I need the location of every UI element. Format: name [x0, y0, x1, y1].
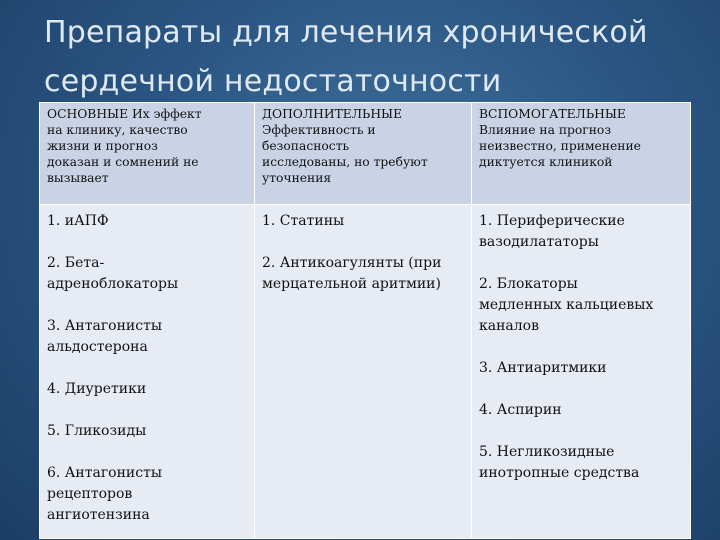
- list-item-text: 2. Антикоагулянты (при: [262, 255, 442, 271]
- list-item: [262, 253, 465, 295]
- slide-title-line-2: сердечной недостаточности: [44, 64, 502, 99]
- list-item-text: 1. Периферические: [479, 213, 625, 229]
- list-item: [47, 211, 248, 232]
- list-item-text: 5. Гликозиды: [47, 423, 147, 439]
- header-additional-line: уточнения: [262, 171, 332, 185]
- header-additional-line: Эффективность и: [262, 123, 376, 137]
- header-cell-additional: [255, 103, 472, 205]
- list-item-text: 5. Негликозидные: [479, 444, 615, 460]
- list-item-text: 1. иАПФ: [47, 213, 109, 229]
- header-auxiliary-line: Влияние на прогноз: [479, 123, 612, 137]
- header-main-line: на клинику, качество: [47, 123, 188, 137]
- list-item: [47, 379, 248, 400]
- header-auxiliary-line: диктуется клиникой: [479, 155, 613, 169]
- list-item: [47, 253, 248, 295]
- list-item-text: альдостерона: [47, 339, 148, 355]
- drug-classification-table: [39, 102, 691, 539]
- list-item-text: 3. Антиаритмики: [479, 360, 607, 376]
- body-cell-additional: [255, 205, 472, 539]
- list-item: [479, 274, 684, 337]
- list-item: [262, 211, 465, 232]
- list-item: [479, 358, 684, 379]
- header-cell-main: [40, 103, 255, 205]
- list-item-text: рецепторов: [47, 486, 133, 502]
- list-item: [479, 442, 684, 484]
- header-cell-auxiliary: [472, 103, 691, 205]
- body-cell-main: [40, 205, 255, 539]
- header-main-line: доказан и сомнений не: [47, 155, 199, 169]
- list-item: [47, 316, 248, 358]
- list-item: [47, 463, 248, 526]
- slide-title-line-1: Препараты для лечения хронической: [44, 15, 648, 50]
- list-item-text: инотропные средства: [479, 465, 640, 481]
- list-item-text: 6. Антагонисты: [47, 465, 162, 481]
- header-additional-line: безопасность: [262, 139, 350, 153]
- header-main-line: ОСНОВНЫЕ Их эффект: [47, 107, 202, 121]
- list-item-text: 2. Блокаторы: [479, 276, 578, 292]
- table-header-row: [40, 103, 691, 205]
- header-main-line: вызывает: [47, 171, 109, 185]
- list-item-text: вазодилататоры: [479, 234, 599, 250]
- list-item-text: 4. Диуретики: [47, 381, 147, 397]
- list-item-text: мерцательной аритмии): [262, 276, 441, 292]
- list-item: [47, 421, 248, 442]
- body-cell-auxiliary: [472, 205, 691, 539]
- slide-title: [44, 8, 704, 106]
- list-item: [479, 211, 684, 253]
- list-item-text: медленных кальциевых: [479, 297, 654, 313]
- list-item-text: 3. Антагонисты: [47, 318, 162, 334]
- header-auxiliary-line: ВСПОМОГАТЕЛЬНЫЕ: [479, 107, 626, 121]
- list-item-text: каналов: [479, 318, 539, 334]
- table-body-row: [40, 205, 691, 539]
- list-item: [479, 400, 684, 421]
- list-item-text: 2. Бета-: [47, 255, 105, 271]
- header-auxiliary-line: неизвестно, применение: [479, 139, 641, 153]
- header-additional-line: исследованы, но требуют: [262, 155, 428, 169]
- header-additional-line: ДОПОЛНИТЕЛЬНЫЕ: [262, 107, 403, 121]
- list-item-text: ангиотензина: [47, 507, 150, 523]
- list-item-text: 4. Аспирин: [479, 402, 562, 418]
- list-item-text: адреноблокаторы: [47, 276, 179, 292]
- header-main-line: жизни и прогноз: [47, 139, 158, 153]
- list-item-text: 1. Статины: [262, 213, 345, 229]
